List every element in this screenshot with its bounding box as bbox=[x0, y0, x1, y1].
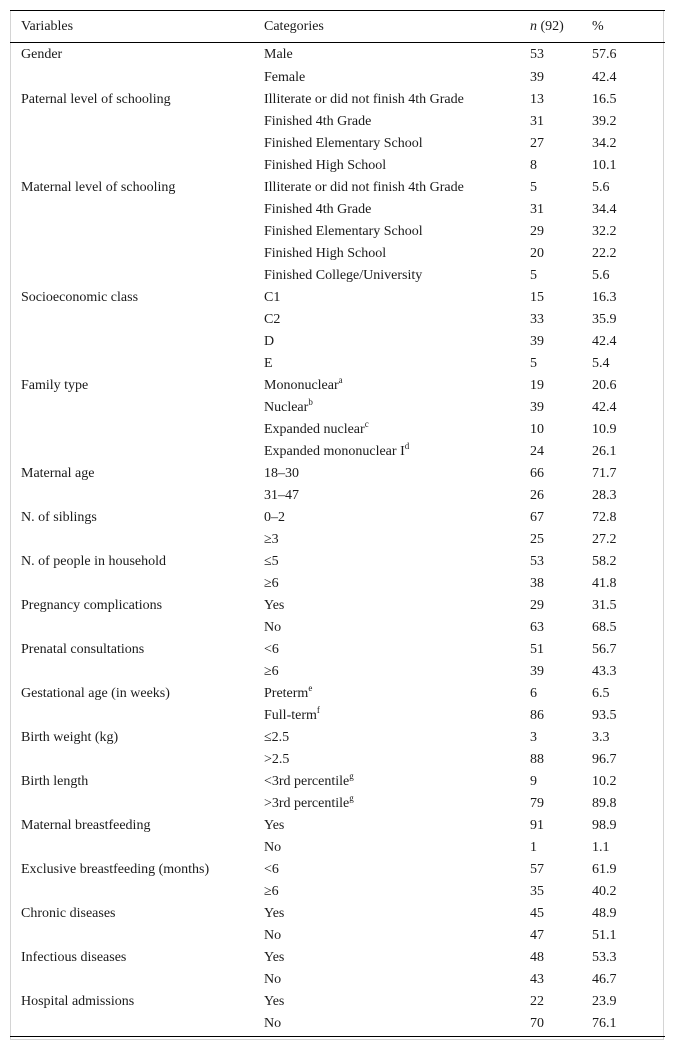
cell-percent: 93.5 bbox=[592, 707, 617, 723]
cell-variable bbox=[10, 221, 264, 243]
cell-percent: 35.9 bbox=[592, 311, 617, 327]
cell-percent: 34.2 bbox=[592, 135, 617, 151]
category-label: <6 bbox=[264, 861, 279, 877]
cell-percent: 68.5 bbox=[592, 619, 617, 635]
table-row bbox=[10, 67, 665, 89]
footnote-marker: a bbox=[338, 374, 343, 385]
table-row bbox=[10, 485, 665, 507]
cell-n: 66 bbox=[530, 465, 544, 481]
cell-percent: 3.3 bbox=[592, 729, 610, 745]
cell-variable bbox=[10, 133, 264, 155]
cell-percent: 40.2 bbox=[592, 883, 617, 899]
category-label: ≥6 bbox=[264, 575, 279, 591]
cell-category bbox=[264, 375, 530, 397]
cell-n: 20 bbox=[530, 245, 544, 261]
cell-n: 57 bbox=[530, 861, 544, 877]
cell-variable bbox=[10, 749, 264, 771]
footnote-marker: f bbox=[316, 704, 320, 715]
table-row bbox=[10, 111, 665, 133]
header-n bbox=[530, 11, 592, 43]
cell-variable: N. of people in household bbox=[21, 553, 167, 569]
cell-variable bbox=[10, 331, 264, 353]
footnote-marker: d bbox=[404, 440, 410, 451]
table-row bbox=[10, 243, 665, 265]
cell-category bbox=[264, 903, 530, 925]
table-row bbox=[10, 89, 665, 111]
table-body bbox=[10, 43, 665, 1037]
cell-variable bbox=[10, 661, 264, 683]
category-label: C2 bbox=[264, 311, 281, 327]
header-percent: % bbox=[592, 11, 665, 43]
cell-category bbox=[264, 551, 530, 573]
cell-n: 29 bbox=[530, 223, 544, 239]
table-row bbox=[10, 353, 665, 375]
cell-n: 3 bbox=[530, 729, 537, 745]
cell-percent: 46.7 bbox=[592, 971, 617, 987]
cell-percent: 1.1 bbox=[592, 839, 610, 855]
table-row bbox=[10, 925, 665, 947]
table-row bbox=[10, 727, 665, 749]
cell-percent: 5.6 bbox=[592, 179, 610, 195]
table-row bbox=[10, 43, 665, 67]
cell-percent: 32.2 bbox=[592, 223, 617, 239]
category-label: Yes bbox=[264, 817, 285, 833]
table-row bbox=[10, 265, 665, 287]
table-row bbox=[10, 287, 665, 309]
cell-n: 15 bbox=[530, 289, 544, 305]
cell-n: 31 bbox=[530, 201, 544, 217]
cell-n: 45 bbox=[530, 905, 544, 921]
table-row bbox=[10, 837, 665, 859]
category-label: E bbox=[264, 355, 273, 371]
table-row bbox=[10, 815, 665, 837]
category-label: >2.5 bbox=[264, 751, 290, 767]
category-label: Mononuclear bbox=[264, 377, 339, 393]
cell-percent: 27.2 bbox=[592, 531, 617, 547]
category-label: Nuclear bbox=[264, 399, 309, 415]
category-label: C1 bbox=[264, 289, 281, 305]
cell-n: 39 bbox=[530, 663, 544, 679]
table-row bbox=[10, 859, 665, 881]
table-row bbox=[10, 595, 665, 617]
cell-percent: 42.4 bbox=[592, 69, 617, 85]
category-label: ≤5 bbox=[264, 553, 279, 569]
category-label: ≥6 bbox=[264, 663, 279, 679]
category-label: Female bbox=[264, 69, 306, 85]
cell-variable bbox=[10, 67, 264, 89]
cell-category bbox=[264, 683, 530, 705]
cell-category bbox=[264, 133, 530, 155]
cell-percent: 39.2 bbox=[592, 113, 617, 129]
cell-category bbox=[264, 793, 530, 815]
cell-percent: 43.3 bbox=[592, 663, 617, 679]
cell-variable: Gender bbox=[21, 46, 63, 62]
cell-variable: Pregnancy complications bbox=[21, 597, 163, 613]
cell-percent: 96.7 bbox=[592, 751, 617, 767]
cell-category bbox=[264, 441, 530, 463]
table-row bbox=[10, 441, 665, 463]
cell-n: 63 bbox=[530, 619, 544, 635]
category-label: Finished Elementary School bbox=[264, 223, 423, 239]
cell-percent: 10.1 bbox=[592, 157, 617, 173]
cell-category bbox=[264, 837, 530, 859]
category-label: Finished High School bbox=[264, 245, 387, 261]
cell-category bbox=[264, 331, 530, 353]
cell-category bbox=[264, 925, 530, 947]
cell-category bbox=[264, 815, 530, 837]
cell-n: 39 bbox=[530, 399, 544, 415]
cell-variable bbox=[10, 529, 264, 551]
cell-category bbox=[264, 243, 530, 265]
cell-variable: Socioeconomic class bbox=[21, 289, 139, 305]
category-label: D bbox=[264, 333, 275, 349]
header-row bbox=[10, 11, 665, 43]
cell-percent: 20.6 bbox=[592, 377, 617, 393]
cell-n: 19 bbox=[530, 377, 544, 393]
cell-n: 8 bbox=[530, 157, 537, 173]
category-label: >3rd percentile bbox=[264, 795, 350, 811]
cell-category bbox=[264, 199, 530, 221]
cell-percent: 48.9 bbox=[592, 905, 617, 921]
category-label: Illiterate or did not finish 4th Grade bbox=[264, 179, 464, 195]
cell-percent: 89.8 bbox=[592, 795, 617, 811]
cell-variable: Maternal level of schooling bbox=[21, 179, 176, 195]
cell-percent: 34.4 bbox=[592, 201, 617, 217]
cell-n: 25 bbox=[530, 531, 544, 547]
cell-percent: 57.6 bbox=[592, 46, 617, 62]
cell-percent: 26.1 bbox=[592, 443, 617, 459]
cell-variable: Prenatal consultations bbox=[21, 641, 145, 657]
cell-n: 5 bbox=[530, 267, 537, 283]
cell-category bbox=[264, 991, 530, 1013]
cell-category bbox=[264, 353, 530, 375]
cell-category bbox=[264, 67, 530, 89]
cell-variable bbox=[10, 837, 264, 859]
cell-variable: Birth length bbox=[21, 773, 89, 789]
category-label: Finished College/University bbox=[264, 267, 423, 283]
table-row bbox=[10, 331, 665, 353]
category-label: Full-term bbox=[264, 707, 317, 723]
cell-variable: Maternal breastfeeding bbox=[21, 817, 151, 833]
category-label: No bbox=[264, 971, 282, 987]
cell-percent: 72.8 bbox=[592, 509, 617, 525]
cell-n: 6 bbox=[530, 685, 537, 701]
category-label: 31–47 bbox=[264, 487, 299, 503]
cell-percent: 10.2 bbox=[592, 773, 617, 789]
footnote-marker: g bbox=[349, 792, 354, 803]
cell-n: 51 bbox=[530, 641, 544, 657]
cell-variable bbox=[10, 397, 264, 419]
table-row bbox=[10, 529, 665, 551]
cell-category bbox=[264, 485, 530, 507]
header-variables: Variables bbox=[10, 11, 264, 43]
cell-variable: Hospital admissions bbox=[21, 993, 135, 1009]
cell-n: 13 bbox=[530, 91, 544, 107]
cell-category bbox=[264, 705, 530, 727]
cell-percent: 10.9 bbox=[592, 421, 617, 437]
cell-category bbox=[264, 749, 530, 771]
cell-category bbox=[264, 155, 530, 177]
cell-percent: 28.3 bbox=[592, 487, 617, 503]
cell-category bbox=[264, 43, 530, 67]
cell-variable bbox=[10, 243, 264, 265]
table-row bbox=[10, 639, 665, 661]
cell-category bbox=[264, 309, 530, 331]
cell-variable: Birth weight (kg) bbox=[21, 729, 119, 745]
cell-percent: 71.7 bbox=[592, 465, 617, 481]
category-label: Male bbox=[264, 46, 293, 62]
cell-variable: Exclusive breastfeeding (months) bbox=[21, 861, 210, 877]
category-label: Yes bbox=[264, 949, 285, 965]
cell-percent: 51.1 bbox=[592, 927, 617, 943]
cell-n: 88 bbox=[530, 751, 544, 767]
category-label: 0–2 bbox=[264, 509, 285, 525]
table-row bbox=[10, 177, 665, 199]
cell-variable bbox=[10, 265, 264, 287]
table-row bbox=[10, 375, 665, 397]
cell-percent: 6.5 bbox=[592, 685, 610, 701]
cell-category bbox=[264, 947, 530, 969]
category-label: Illiterate or did not finish 4th Grade bbox=[264, 91, 464, 107]
category-label: <3rd percentile bbox=[264, 773, 350, 789]
cell-variable bbox=[10, 155, 264, 177]
footnote-marker: c bbox=[364, 418, 369, 429]
category-label: ≤2.5 bbox=[264, 729, 290, 745]
cell-variable bbox=[10, 485, 264, 507]
cell-percent: 98.9 bbox=[592, 817, 617, 833]
cell-n: 79 bbox=[530, 795, 544, 811]
cell-percent: 16.5 bbox=[592, 91, 617, 107]
table-row bbox=[10, 793, 665, 815]
category-label: Yes bbox=[264, 905, 285, 921]
cell-n: 29 bbox=[530, 597, 544, 613]
cell-percent: 58.2 bbox=[592, 553, 617, 569]
cell-n: 5 bbox=[530, 179, 537, 195]
cell-variable: Chronic diseases bbox=[21, 905, 116, 921]
category-label: ≥3 bbox=[264, 531, 279, 547]
cell-percent: 53.3 bbox=[592, 949, 617, 965]
cell-n: 35 bbox=[530, 883, 544, 899]
cell-n: 33 bbox=[530, 311, 544, 327]
cell-variable bbox=[10, 793, 264, 815]
table-row bbox=[10, 683, 665, 705]
cell-category bbox=[264, 595, 530, 617]
table-row bbox=[10, 419, 665, 441]
cell-category bbox=[264, 221, 530, 243]
cell-variable: N. of siblings bbox=[21, 509, 97, 525]
cell-category bbox=[264, 463, 530, 485]
cell-variable: Maternal age bbox=[21, 465, 95, 481]
cell-n: 48 bbox=[530, 949, 544, 965]
category-label: No bbox=[264, 927, 282, 943]
category-label: No bbox=[264, 1016, 282, 1032]
table-row bbox=[10, 991, 665, 1013]
table-row bbox=[10, 749, 665, 771]
table-row bbox=[10, 507, 665, 529]
cell-n: 9 bbox=[530, 773, 537, 789]
category-label: ≥6 bbox=[264, 883, 279, 899]
table-row bbox=[10, 309, 665, 331]
cell-n: 53 bbox=[530, 46, 544, 62]
cell-variable bbox=[10, 309, 264, 331]
cell-variable bbox=[10, 353, 264, 375]
cell-n: 53 bbox=[530, 553, 544, 569]
cell-category bbox=[264, 111, 530, 133]
cell-variable bbox=[10, 881, 264, 903]
cell-n: 27 bbox=[530, 135, 544, 151]
cell-percent: 42.4 bbox=[592, 399, 617, 415]
cell-variable: Paternal level of schooling bbox=[21, 91, 171, 107]
category-label: Finished 4th Grade bbox=[264, 113, 372, 129]
cell-category bbox=[264, 661, 530, 683]
cell-n: 26 bbox=[530, 487, 544, 503]
cell-variable bbox=[10, 573, 264, 595]
header-n-symbol: n bbox=[530, 18, 537, 34]
cell-category bbox=[264, 881, 530, 903]
category-label: Expanded mononuclear I bbox=[264, 443, 405, 459]
table-row bbox=[10, 661, 665, 683]
category-label: Yes bbox=[264, 597, 285, 613]
category-label: No bbox=[264, 619, 282, 635]
cell-variable: Gestational age (in weeks) bbox=[21, 685, 170, 701]
cell-percent: 31.5 bbox=[592, 597, 617, 613]
cell-category bbox=[264, 573, 530, 595]
cell-category bbox=[264, 397, 530, 419]
footnote-marker: b bbox=[308, 396, 313, 407]
cell-category bbox=[264, 89, 530, 111]
cell-variable bbox=[10, 705, 264, 727]
cell-n: 1 bbox=[530, 839, 537, 855]
cell-n: 31 bbox=[530, 113, 544, 129]
cell-category bbox=[264, 419, 530, 441]
cell-variable bbox=[10, 111, 264, 133]
table-row bbox=[10, 947, 665, 969]
table-row bbox=[10, 903, 665, 925]
cell-variable bbox=[10, 199, 264, 221]
cell-n: 10 bbox=[530, 421, 544, 437]
table-row bbox=[10, 155, 665, 177]
cell-n: 86 bbox=[530, 707, 544, 723]
cell-n: 47 bbox=[530, 927, 544, 943]
table-row bbox=[10, 551, 665, 573]
cell-variable bbox=[10, 441, 264, 463]
header-n-total: (92) bbox=[537, 18, 564, 34]
category-label: Finished 4th Grade bbox=[264, 201, 372, 217]
cell-percent: 42.4 bbox=[592, 333, 617, 349]
table-row bbox=[10, 969, 665, 991]
category-label: Preterm bbox=[264, 685, 309, 701]
category-label: Finished High School bbox=[264, 157, 387, 173]
category-label: No bbox=[264, 839, 282, 855]
footnote-marker: e bbox=[308, 682, 313, 693]
category-label: Expanded nuclear bbox=[264, 421, 365, 437]
cell-percent: 22.2 bbox=[592, 245, 617, 261]
cell-percent: 5.4 bbox=[592, 355, 610, 371]
cell-category bbox=[264, 727, 530, 749]
table-row bbox=[10, 463, 665, 485]
table-row bbox=[10, 397, 665, 419]
cell-percent: 61.9 bbox=[592, 861, 617, 877]
table-row bbox=[10, 705, 665, 727]
cell-category bbox=[264, 771, 530, 793]
cell-category bbox=[264, 1013, 530, 1037]
cell-category bbox=[264, 507, 530, 529]
footnote-marker: g bbox=[349, 770, 354, 781]
table-row bbox=[10, 617, 665, 639]
cell-n: 38 bbox=[530, 575, 544, 591]
cell-category bbox=[264, 639, 530, 661]
cell-n: 39 bbox=[530, 333, 544, 349]
cell-category bbox=[264, 265, 530, 287]
category-label: Yes bbox=[264, 993, 285, 1009]
cell-variable bbox=[10, 969, 264, 991]
characteristics-table bbox=[10, 10, 665, 1037]
cell-percent: 41.8 bbox=[592, 575, 617, 591]
category-label: <6 bbox=[264, 641, 279, 657]
cell-variable: Family type bbox=[21, 377, 89, 393]
table-row bbox=[10, 221, 665, 243]
table-row bbox=[10, 573, 665, 595]
category-label: 18–30 bbox=[264, 465, 299, 481]
table-row bbox=[10, 199, 665, 221]
cell-percent: 56.7 bbox=[592, 641, 617, 657]
cell-percent: 5.6 bbox=[592, 267, 610, 283]
cell-category bbox=[264, 529, 530, 551]
cell-variable bbox=[10, 925, 264, 947]
cell-category bbox=[264, 859, 530, 881]
cell-percent: 23.9 bbox=[592, 993, 617, 1009]
cell-variable bbox=[10, 617, 264, 639]
cell-n: 24 bbox=[530, 443, 544, 459]
cell-variable bbox=[10, 1013, 264, 1037]
cell-category bbox=[264, 177, 530, 199]
cell-n: 22 bbox=[530, 993, 544, 1009]
cell-category bbox=[264, 287, 530, 309]
table-row bbox=[10, 133, 665, 155]
cell-variable: Infectious diseases bbox=[21, 949, 127, 965]
cell-percent: 16.3 bbox=[592, 289, 617, 305]
cell-n: 5 bbox=[530, 355, 537, 371]
cell-category bbox=[264, 617, 530, 639]
cell-n: 70 bbox=[530, 1013, 592, 1037]
cell-n: 67 bbox=[530, 509, 544, 525]
cell-n: 39 bbox=[530, 69, 544, 85]
table-row bbox=[10, 771, 665, 793]
cell-variable bbox=[10, 419, 264, 441]
table-row bbox=[10, 1013, 665, 1037]
cell-n: 43 bbox=[530, 971, 544, 987]
cell-category bbox=[264, 969, 530, 991]
cell-n: 91 bbox=[530, 817, 544, 833]
cell-percent: 76.1 bbox=[592, 1013, 665, 1037]
category-label: Finished Elementary School bbox=[264, 135, 423, 151]
table-row bbox=[10, 881, 665, 903]
header-categories: Categories bbox=[264, 11, 530, 43]
